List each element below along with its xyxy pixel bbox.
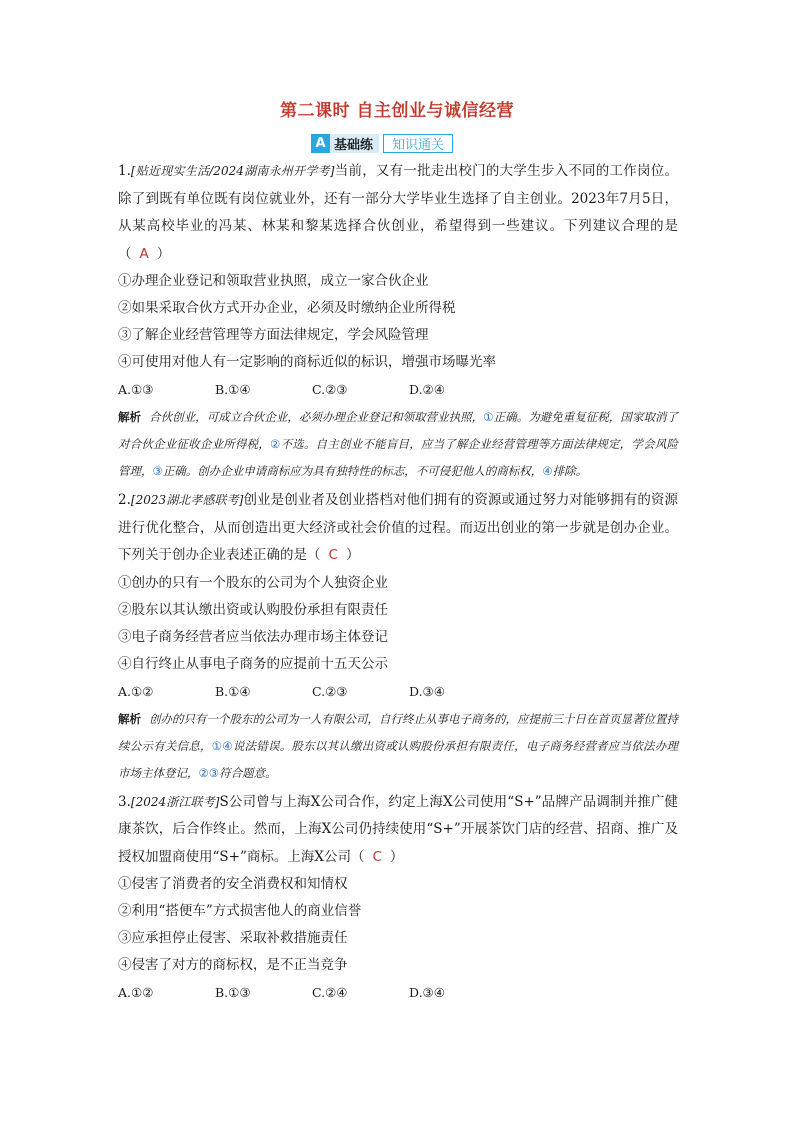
- answer-mark: C: [372, 848, 382, 865]
- option-item: ④自行终止从事电子商务的应提前十五天公示: [118, 655, 388, 672]
- explanation-label: 解析: [118, 711, 141, 726]
- explanation-text: 符合题意。: [219, 765, 277, 780]
- option-item: ④侵害了对方的商标权，是不正当竞争: [118, 957, 348, 973]
- choice-c: C.②④: [312, 985, 348, 1000]
- explanation-body: [118, 712, 678, 780]
- question-source: [贴近现实生活/2024湖南永州开学考]: [130, 164, 335, 178]
- option-item: ④可使用对他人有一定影响的商标近似的标识，增强市场曝光率: [118, 354, 496, 370]
- choice-b: B.①③: [215, 985, 251, 1000]
- answer-choices: [118, 678, 678, 706]
- section-banner: [311, 134, 453, 153]
- option-item: ②股东以其认缴出资或认购股份承担有限责任: [118, 601, 388, 618]
- explanation-text: 合伙创业，可成立合伙企业，必须办理企业登记和领取营业执照，: [149, 410, 484, 424]
- circled-number: ②: [270, 437, 281, 451]
- option-item: ②利用“搭便车”方式损害他人的商业信誉: [118, 903, 362, 919]
- explanation-text: 说法错误。股东以其认缴出资或认购股份承担有限责任，电子商务经营者应当依法办理市场主体登记，: [118, 738, 678, 780]
- choice-c: C.②③: [312, 382, 348, 397]
- explanation: [118, 404, 678, 485]
- question-source: [2023湖北孝感联考]: [130, 493, 244, 507]
- option-item: ①侵害了消费者的安全消费权和知情权: [118, 876, 348, 892]
- explanation-text: 正确。为避免重复征税，国家取消了对合伙企业征收企业所得税，: [118, 410, 679, 451]
- explanation: [118, 706, 678, 787]
- choice-a: A.①②: [118, 683, 154, 699]
- page-title: 第二课时 自主创业与诚信经营: [280, 101, 514, 121]
- choice-c: C.②③: [312, 683, 348, 699]
- answer-choices: [118, 979, 678, 1007]
- question-list: [118, 158, 678, 1007]
- circled-number: ②③: [198, 765, 220, 780]
- answer-mark: A: [139, 245, 149, 262]
- question-stem: 1.[贴近现实生活/2024湖南永州开学考]当前，又有一批走出校门的大学生步入不同的工作岗位。除了到既有单位既有岗位就业外，还有一部分大学毕业生选择了自主创业。2023年7月5日，从某高校毕业的冯某、林某和黎某选择合伙创业，希望得到一些建议。下列建议合理的是（ A ）: [118, 163, 679, 262]
- choice-d: D.③④: [409, 683, 445, 699]
- choice-b: B.①④: [215, 382, 251, 397]
- question-stem: 3.[2024浙江联考]S公司曾与上海X公司合作，约定上海X公司使用“S+”品牌产品调制并推广健康茶饮，后合作终止。然而，上海X公司仍持续使用“S+”开展茶饮门店的经营、招商、推广及授权加盟商使用“S+”商标。上海X公司（ C ）: [118, 793, 678, 865]
- explanation-text: 正确。创办企业申请商标应为具有独特性的标志，不可侵犯他人的商标权，: [162, 464, 543, 478]
- circled-number: ④: [542, 464, 553, 478]
- explanation-body: [118, 410, 678, 478]
- level-badge: A: [311, 134, 330, 153]
- explanation-text: 排除。: [552, 464, 588, 478]
- explanation-text: 创办的只有一个股东的公司为一人有限公司，自行终止从事电子商务的，应提前三十日在首页显著位置持续公示有关信息，: [118, 711, 678, 753]
- choice-b: B.①④: [215, 683, 251, 699]
- answer-mark: C: [328, 547, 338, 563]
- answer-choices: [118, 376, 678, 404]
- option-item: ③应承担停止侵害、采取补救措施责任: [118, 930, 348, 946]
- question-stem: 2.[2023湖北孝感联考]创业是创业者及创业搭档对他们拥有的资源或通过努力对能够拥有的资源进行优化整合，从而创造出更大经济或社会价值的过程。而迈出创业的第一步就是创办企业。下列关于创办企业表述正确的是（ C ）: [118, 492, 679, 563]
- question-source: [2024浙江联考]: [130, 794, 220, 809]
- question-2: [118, 487, 678, 787]
- question-3: [118, 789, 678, 1008]
- circled-number: ①: [483, 410, 494, 424]
- circled-number: ①④: [211, 738, 233, 753]
- option-item: ③电子商务经营者应当依法办理市场主体登记: [118, 628, 388, 645]
- option-item: ①办理企业登记和领取营业执照，成立一家合伙企业: [118, 273, 429, 289]
- explanation-text: 不选。自主创业不能盲目，应当了解企业经营管理等方面法律规定，学会风险管理，: [118, 437, 679, 478]
- section-label: 基础练: [330, 134, 379, 153]
- explanation-label: 解析: [118, 410, 142, 424]
- option-item: ①创办的只有一个股东的公司为个人独资企业: [118, 574, 388, 591]
- choice-d: D.②④: [409, 382, 445, 397]
- choice-a: A.①②: [118, 985, 154, 1000]
- question-1: [118, 158, 678, 485]
- option-item: ②如果采取合伙方式开办企业，必须及时缴纳企业所得税: [118, 300, 456, 316]
- option-item: ③了解企业经营管理等方面法律规定，学会风险管理: [118, 327, 429, 343]
- choice-a: A.①③: [118, 382, 154, 397]
- circled-number: ③: [152, 464, 163, 478]
- choice-d: D.③④: [409, 985, 445, 1000]
- section-sublabel: 知识通关: [383, 134, 453, 153]
